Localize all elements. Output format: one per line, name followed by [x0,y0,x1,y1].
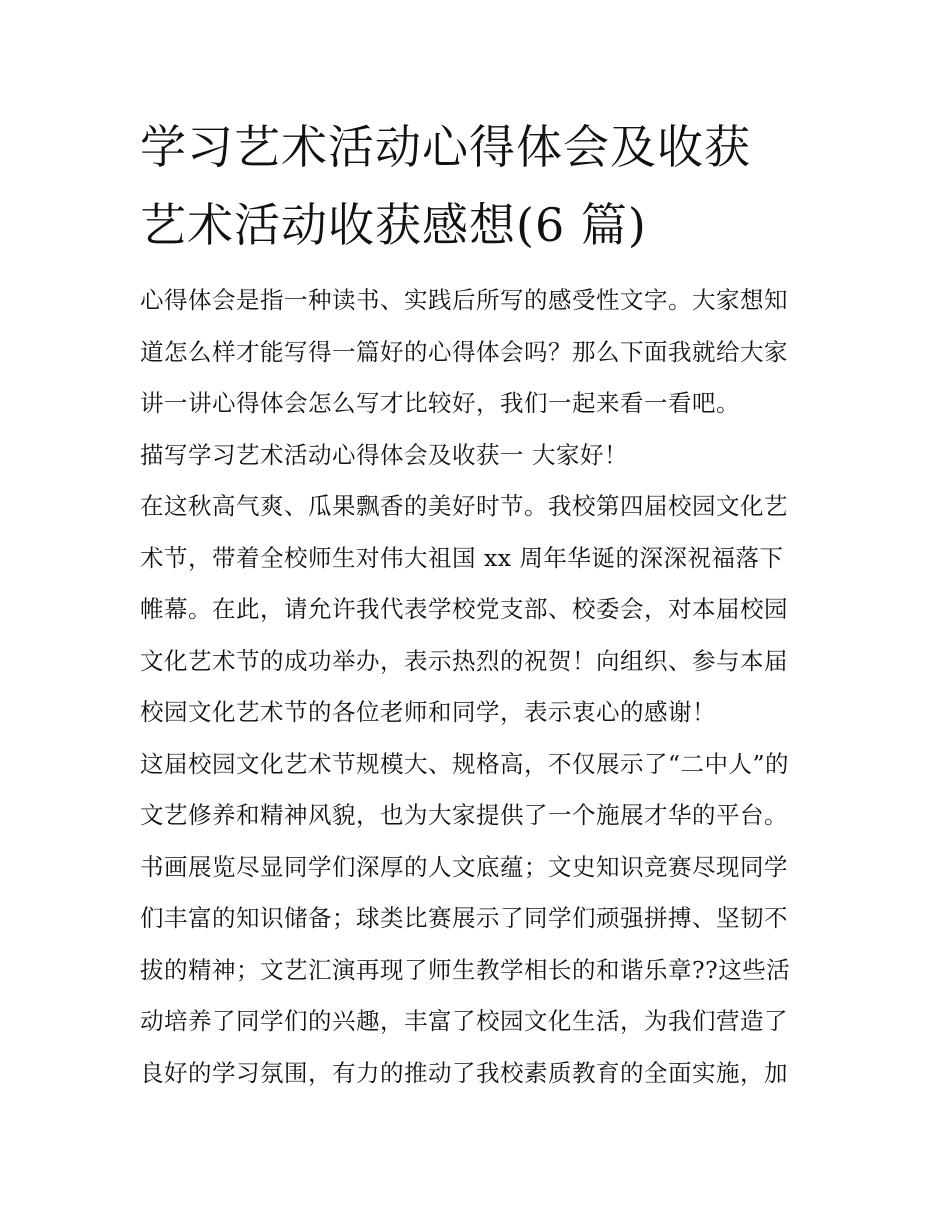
body-line: 在这秋高气爽、瓜果飘香的美好时节。我校第四届校园文化艺 [140,492,788,520]
document-title [140,108,830,264]
body-line: 帷幕。在此，请允许我代表学校党支部、校委会，对本届校园 [140,595,788,623]
body-line: 们丰富的知识储备；球类比赛展示了同学们顽强拼搏、坚韧不 [140,904,788,932]
body-line: 术节，带着全校师生对伟大祖国 xx 周年华诞的深深祝福落下 [140,543,784,572]
body-line: 拔的精神；文艺汇演再现了师生教学相长的和谐乐章??这些活 [140,955,791,984]
body-line: 书画展览尽显同学们深厚的人文底蕴；文史知识竞赛尽现同学 [140,852,788,881]
body-line: 文化艺术节的成功举办，表示热烈的祝贺！向组织、参与本届 [140,646,788,675]
body-line: 这届校园文化艺术节规模大、规格高，不仅展示了“二中人”的 [140,749,790,778]
body-line: 校园文化艺术节的各位老师和同学，表示衷心的感谢！ [140,698,716,726]
document-body [140,275,820,1099]
body-line: 讲一讲心得体会怎么写才比较好，我们一起来看一看吧。 [140,389,740,417]
body-line: 良好的学习氛围，有力的推动了我校素质教育的全面实施，加 [140,1058,788,1087]
section-heading-line: 描写学习艺术活动心得体会及收获一 大家好！ [140,440,628,469]
title-line-1: 学习艺术活动心得体会及收获 [140,120,751,174]
body-line: 心得体会是指一种读书、实践后所写的感受性文字。大家想知 [140,286,788,314]
body-line: 道怎么样才能写得一篇好的心得体会吗？那么下面我就给大家 [140,337,788,366]
title-line-2: 艺术活动收获感想(6 篇) [140,198,647,252]
body-line: 动培养了同学们的兴趣，丰富了校园文化生活，为我们营造了 [140,1007,788,1035]
body-line: 文艺修养和精神风貌，也为大家提供了一个施展才华的平台。 [140,801,788,829]
